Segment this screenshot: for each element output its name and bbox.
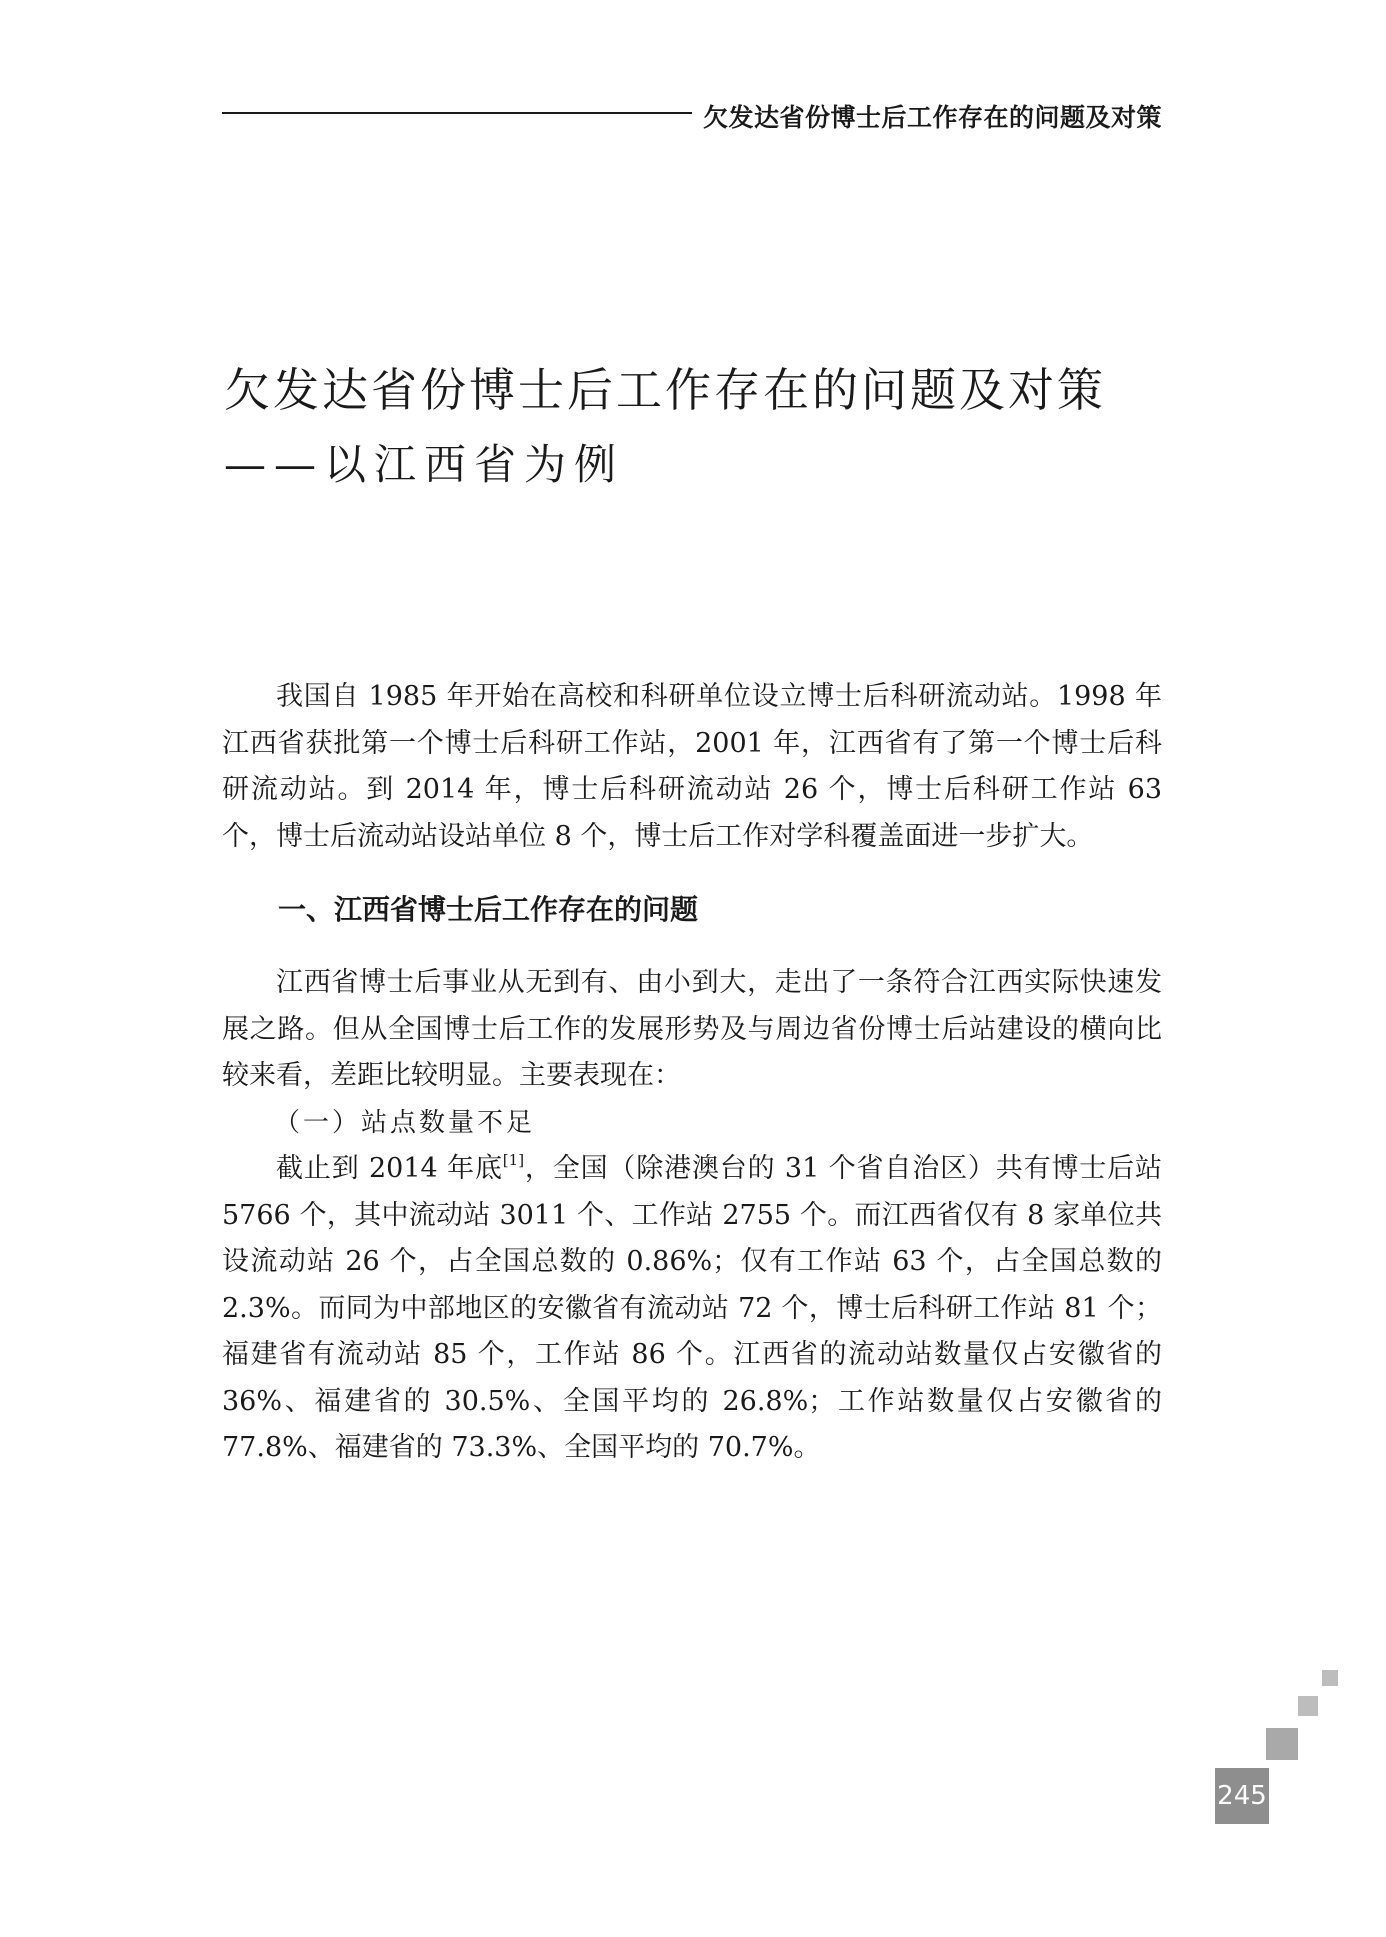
section-paragraph: 江西省博士后事业从无到有、由小到大，走出了一条符合江西实际快速发展之路。但从全国博士后工作的发展形势及与周边省份博士后站建设的横向比较来看，差距比较明显。主要表现在： bbox=[222, 967, 1162, 1091]
subsection-heading: （一）站点数量不足 bbox=[274, 1107, 536, 1138]
section-heading: 一、江西省博士后工作存在的问题 bbox=[278, 893, 699, 926]
running-header bbox=[222, 98, 1162, 134]
subsection-paragraph bbox=[222, 1146, 1162, 1472]
article-title: 欠发达省份博士后工作存在的问题及对策 bbox=[224, 363, 1106, 417]
page-number: 245 bbox=[1215, 1768, 1269, 1824]
article-subtitle: ——以江西省为例 bbox=[224, 440, 625, 489]
paragraph-text-start: 截止到 2014 年底 bbox=[276, 1153, 503, 1184]
decorative-square-large bbox=[1266, 1728, 1298, 1760]
paragraph-text-rest: ，全国（除港澳台的 31 个省自治区）共有博士后站 5766 个，其中流动站 3011 个、工作站 2755 个。而江西省仅有 8 家单位共设流动站 26 个，占全国总数的 0.86%；仅有工作站 63 个，占全国总数的 2.3%。而同为中部地区的安徽省有流动站 72 个，博士后科研工作站 81 个；福建省有流动站 85 个，工作站 86 个。江西省的流动站数量仅占安徽省的 36%、福建省的 30.5%、全国平均的 26.8%；工作站数量仅占安徽省的 77.8%、福建省的 73.3%、全国平均的 70.7%。 bbox=[222, 1153, 1162, 1463]
decorative-square-small bbox=[1322, 1670, 1338, 1686]
header-rule bbox=[222, 112, 692, 114]
article-body bbox=[222, 674, 1162, 1472]
running-header-title: 欠发达省份博士后工作存在的问题及对策 bbox=[702, 103, 1162, 132]
decorative-square-medium bbox=[1298, 1696, 1318, 1716]
reference-marker: [1] bbox=[502, 1151, 525, 1169]
intro-paragraph: 我国自 1985 年开始在高校和科研单位设立博士后科研流动站。1998 年江西省获批第一个博士后科研工作站，2001 年，江西省有了第一个博士后科研流动站。到 2014 年，博士后科研流动站 26 个，博士后科研工作站 63 个，博士后流动站设站单位 8 个，博士后工作对学科覆盖面进一步扩大。 bbox=[222, 681, 1162, 852]
